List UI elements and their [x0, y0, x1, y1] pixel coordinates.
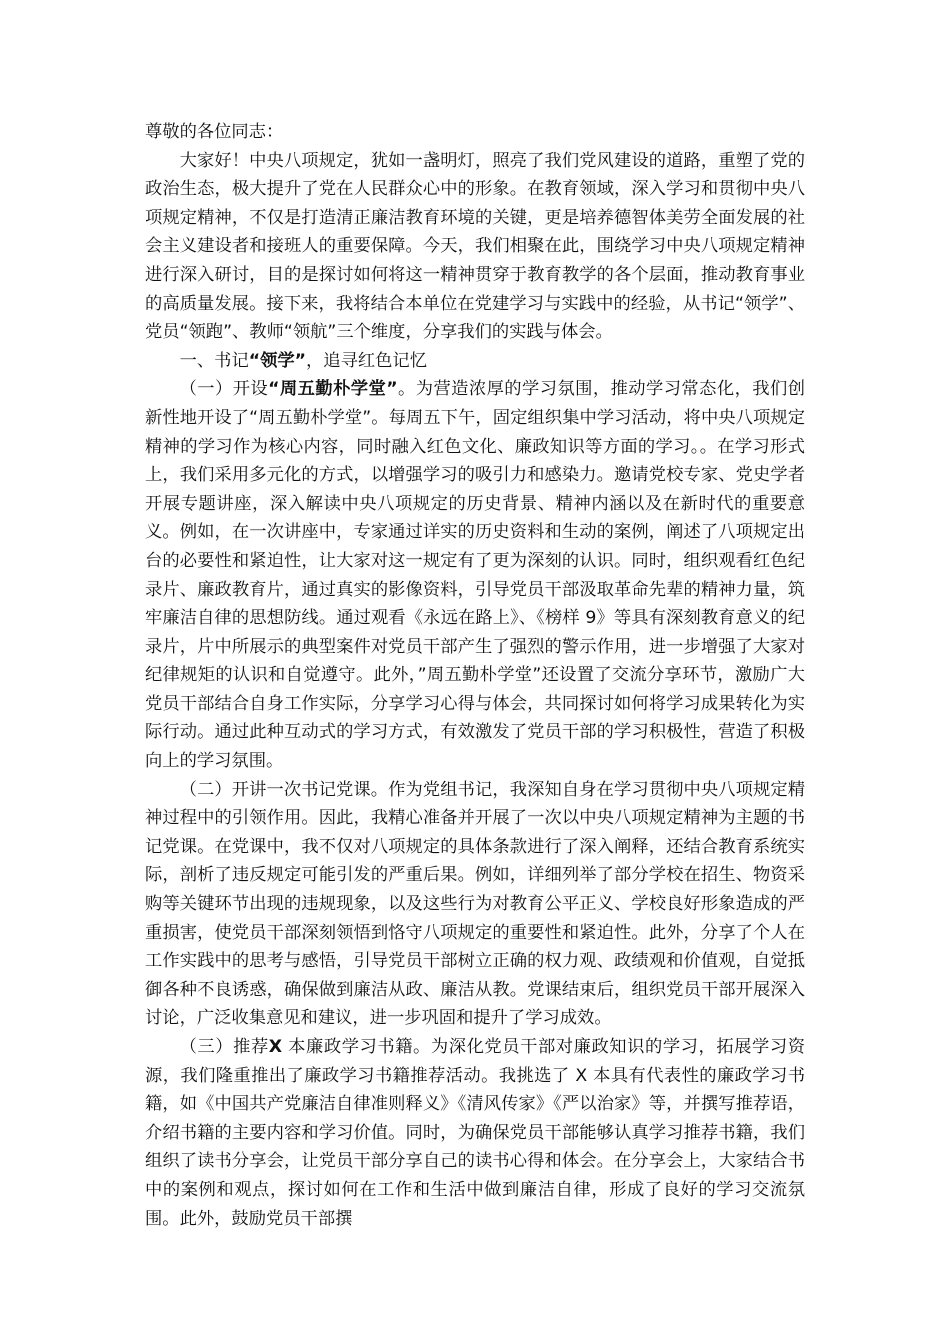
section-heading-suffix: ，追寻红色记忆: [306, 350, 427, 371]
salutation: 尊敬的各位同志：: [145, 122, 284, 142]
paragraph-item-2: （二）开讲一次书记党课。作为党组书记，我深知自身在学习贯彻中央八项规定精神过程中的引领作用。因此，我精心准备并开展了一次以中央八项规定精神为主题的书记党课。在党课中，我不仅对八项规定的具体条款进行了深入阐释，还结合教育系统实际，剖析了违反规定可能引发的严重后果。例如，详细列举了部分学校在招生、物资采购等关键环节出现的违规现象，以及这些行为对教育公平正义、学校良好形象造成的严重损害，使党员干部深刻领悟到恪守八项规定的重要性和紧迫性。此外，分享了个人在工作实践中的思考与感悟，引导党员干部树立正确的权力观、政绩观和价值观，自觉抵御各种不良诱惑，确保做到廉洁从政、廉洁从教。党课结束后，组织党员干部开展深入讨论，广泛收集意见和建议，进一步巩固和提升了学习成效。: [145, 779, 805, 1029]
item-3-text: 本廉政学习书籍。为深化党员干部对廉政知识的学习，拓展学习资源，我们隆重推出了廉政学习书籍推荐活动。我挑选了 X 本具有代表性的廉政学习书籍，如《中国共产党廉洁自律准则释义》《清风传家》《严以治家》等，并撰写推荐语，介绍书籍的主要内容和学习价值。同时，为确保党员干部能够认真学习推荐书籍，我们组织了读书分享会，让党员干部分享自己的读书心得和体会。在分享会上，大家结合书中的案例和观点，探讨如何在工作和生活中做到廉洁自律，形成了良好的学习交流氛围。此外，鼓励党员干部撰: [145, 1037, 805, 1229]
section-heading-1: [145, 347, 805, 376]
item-1-bold-title: “周五勤朴学堂”: [268, 379, 398, 400]
paragraph-item-1: [145, 375, 805, 775]
item-3-prefix: （三）推荐: [179, 1037, 269, 1057]
intro-paragraph: 大家好！中央八项规定，犹如一盏明灯，照亮了我们党风建设的道路，重塑了党的政治生态，极大提升了党在人民群众心中的形象。在教育领域，深入学习和贯彻中央八项规定精神，不仅是打造清正廉洁教育环境的关键，更是培养德智体美劳全面发展的社会主义建设者和接班人的重要保障。今天，我们相聚在此，围绕学习中央八项规定精神进行深入研讨，目的是探讨如何将这一精神贯穿于教育教学的各个层面，推动教育事业的高质量发展。接下来，我将结合本单位在党建学习与实践中的经验，从书记“领学”、党员“领跑”、教师“领航”三个维度，分享我们的实践与体会。: [145, 150, 805, 343]
paragraph-item-3: [145, 1033, 805, 1233]
item-3-bold-count: X: [268, 1037, 283, 1057]
document-page: [145, 118, 805, 1233]
item-1-text: 。为营造浓厚的学习氛围，推动学习常态化，我们创新性地开设了“周五勤朴学堂”。每周五下午，固定组织集中学习活动，将中央八项规定精神的学习作为核心内容，同时融入红色文化、廉政知识等方面的学习。。在学习形式上，我们采用多元化的方式，以增强学习的吸引力和感染力。邀请党校专家、党史学者开展专题讲座，深入解读中央八项规定的历史背景、精神内涵以及在新时代的重要意义。例如，在一次讲座中，专家通过详实的历史资料和生动的案例，阐述了八项规定出台的必要性和紧迫性，让大家对这一规定有了更为深刻的认识。同时，组织观看红色纪录片、廉政教育片，通过真实的影像资料，引导党员干部汲取革命先辈的精神力量，筑牢廉洁自律的思想防线。通过观看《永远在路上》、《榜样 9》等具有深刻教育意义的纪录片，片中所展示的典型案件对党员干部产生了强烈的警示作用，进一步增强了大家对纪律规矩的认识和自觉遵守。此外，”周五勤朴学堂”还设置了交流分享环节，激励广大党员干部结合自身工作实际，分享学习心得与体会，共同探讨如何将学习成果转化为实际行动。通过此种互动式的学习方式，有效激发了党员干部的学习积极性，营造了积极向上的学习氛围。: [145, 379, 805, 772]
section-heading-prefix: 一、书记: [179, 350, 249, 371]
item-1-prefix: （一）开设: [179, 379, 269, 400]
section-heading-bold: “领学”: [248, 350, 307, 371]
